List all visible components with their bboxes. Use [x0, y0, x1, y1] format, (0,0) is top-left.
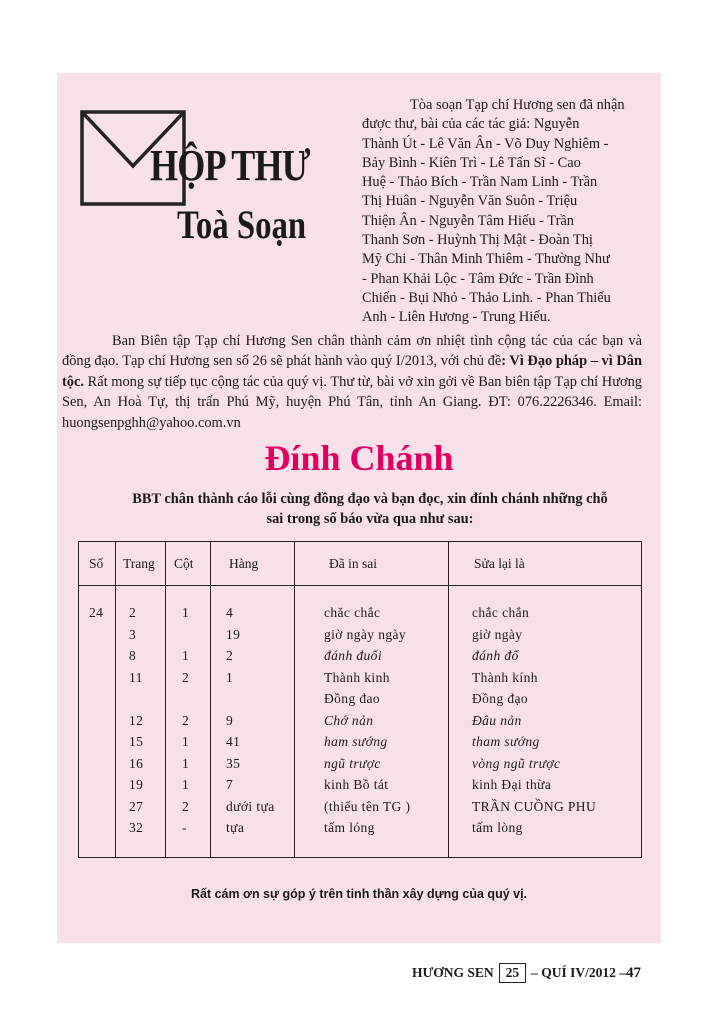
footer-period: – QUÍ IV/2012 – — [531, 965, 627, 980]
thanks-note: Rất cám ơn sự góp ý trên tinh thần xây dựng của quý vị. — [190, 887, 528, 901]
cell-page: 11 — [129, 669, 143, 685]
footer-page-number: 47 — [626, 964, 642, 981]
cell-line: 9 — [226, 712, 234, 728]
cell-line: tựa — [226, 820, 245, 835]
cell-fixed-text: TRẦN CUỒNG PHU — [472, 798, 597, 814]
column-header-column: Cột — [174, 556, 194, 571]
announcement-text-2: Rất mong sự tiếp tục cộng tác của quý vị. Thư từ, bài vở xin gởi về Ban biên tập Tạp chí Hương Sen, An Hoà Tự, thị trấn Phú Mỹ, huyện Phú Tân, tỉnh An Giang. ĐT: 076.2226346. Email: huongsenpghh@yahoo.com.vn — [62, 373, 642, 431]
column-header-fixed: Sửa lại là — [474, 556, 525, 571]
table-column-divider — [294, 542, 295, 857]
announcement-paragraph — [62, 331, 642, 433]
apology-line-1: BBT chân thành cáo lỗi cùng đồng đạo và bạn đọc, xin đính chánh những chỗ — [132, 491, 608, 507]
table-column-divider — [165, 542, 166, 857]
intro-line: Thanh Sơn - Huỳnh Thị Mật - Đoàn Thị — [362, 232, 593, 249]
column-header-wrong: Đã in sai — [329, 556, 377, 571]
cell-column: 1 — [182, 755, 190, 771]
cell-column: 2 — [182, 712, 190, 728]
announcement-theme: : Vì Đạo pháp – vì Dân tộc. — [62, 353, 642, 390]
cell-page: 27 — [129, 798, 144, 814]
intro-line: Bảy Bình - Kiên Trì - Lê Tấn Sĩ - Cao — [362, 154, 581, 171]
intro-line: - Phan Khải Lộc - Tâm Đức - Trần Đình — [362, 270, 594, 287]
cell-page: 32 — [129, 820, 144, 835]
errata-heading: Đính Chánh — [264, 438, 454, 478]
cell-line: dưới tựa — [226, 798, 275, 814]
intro-line: Chiến - Bụi Nhỏ - Thảo Linh. - Phan Thiếu — [362, 289, 611, 306]
page-footer — [412, 963, 641, 983]
cell-line: 41 — [226, 734, 241, 749]
cell-wrong-text: ham sướng — [324, 734, 388, 749]
cell-wrong-text: đánh đuối — [324, 648, 382, 663]
table-column-divider — [448, 542, 449, 857]
intro-line: Anh - Liên Hương - Trung Hiếu. — [362, 309, 551, 326]
cell-wrong-text: giờ ngày ngày — [324, 626, 407, 642]
cell-page: 15 — [129, 734, 144, 749]
page-subtitle: Toà Soạn — [177, 202, 307, 247]
cell-column: 2 — [182, 798, 190, 814]
cell-wrong-text: Thành kinh — [324, 669, 390, 685]
cell-page: 19 — [129, 777, 144, 792]
cell-fixed-text: đánh đổ — [472, 648, 519, 663]
cell-fixed-text: giờ ngày — [472, 626, 523, 642]
cell-fixed-text: tham sướng — [472, 734, 540, 749]
errata-table — [78, 541, 642, 858]
cell-wrong-text: kinh Bồ tát — [324, 777, 389, 792]
cell-column: 2 — [182, 669, 190, 685]
footer-issue-box: 25 — [499, 963, 527, 983]
table-header-divider — [79, 585, 641, 586]
cell-line: 7 — [226, 777, 234, 792]
cell-column: - — [182, 820, 187, 835]
column-header-page: Trang — [123, 556, 155, 571]
intro-line: Tòa soạn Tạp chí Hương sen đã nhận — [410, 97, 625, 113]
cell-fixed-text: tấm lòng — [472, 820, 523, 835]
cell-page: 12 — [129, 712, 144, 728]
cell-fixed-text: kinh Đại thừa — [472, 777, 552, 792]
intro-line: Huệ - Thảo Bích - Trần Nam Linh - Trần — [362, 174, 598, 191]
intro-line: Thành Út - Lê Văn Ân - Võ Duy Nghiêm - — [362, 135, 609, 152]
cell-column: 1 — [182, 605, 190, 620]
cell-fixed-text: Đồng đạo — [472, 691, 529, 706]
cell-column: 1 — [182, 777, 190, 792]
cell-line: 4 — [226, 605, 234, 620]
cell-fixed-text: vòng ngũ trược — [472, 755, 561, 771]
cell-wrong-text: Chớ nản — [324, 712, 374, 728]
apology-line-2: sai trong số báo vừa qua như sau: — [266, 511, 474, 527]
cell-column: 1 — [182, 648, 190, 663]
intro-line: Thiện Ân - Nguyễn Tâm Hiếu - Trần — [362, 212, 574, 229]
cell-page: 16 — [129, 755, 144, 771]
errata-apology — [80, 489, 660, 529]
cell-column: 1 — [182, 734, 190, 749]
cell-wrong-text: chăc chắc — [324, 605, 381, 620]
cell-line: 19 — [226, 626, 241, 642]
cell-fixed-text: chắc chắn — [472, 605, 530, 620]
column-header-line: Hàng — [229, 556, 259, 571]
cell-line: 2 — [226, 648, 234, 663]
intro-line: Thị Huân - Nguyễn Văn Suôn - Triệu — [362, 193, 578, 210]
intro-line: Mỹ Chi - Thân Minh Thiêm - Thường Như — [362, 251, 610, 268]
cell-wrong-text: tấm lóng — [324, 820, 375, 835]
cell-page: 8 — [129, 648, 137, 663]
intro-paragraph — [362, 96, 642, 328]
intro-line: được thư, bài của các tác giả: Nguyễn — [362, 116, 580, 133]
column-header-issue: Số — [89, 556, 104, 571]
footer-magazine: HƯƠNG SEN — [412, 965, 494, 980]
page-title: HỘP THƯ — [150, 141, 310, 190]
issue-number: 24 — [89, 605, 104, 620]
cell-fixed-text: Đâu nản — [472, 712, 522, 728]
cell-wrong-text: ngũ trược — [324, 755, 381, 771]
table-column-divider — [210, 542, 211, 857]
table-column-divider — [115, 542, 116, 857]
cell-wrong-text: (thiếu tên TG ) — [324, 798, 411, 814]
cell-line: 1 — [226, 669, 234, 685]
announcement-text-1: Ban Biên tập Tạp chí Hương Sen chân thành cảm ơn nhiệt tình cộng tác của các bạn và đồng đạo. Tạp chí Hương sen số 26 sẽ phát hành vào quý I/2013, với chủ đề — [62, 333, 642, 370]
cell-line: 35 — [226, 755, 241, 771]
cell-wrong-text: Đồng đao — [324, 691, 381, 706]
cell-page: 2 — [129, 605, 137, 620]
cell-fixed-text: Thành kính — [472, 669, 538, 685]
cell-page: 3 — [129, 626, 137, 642]
